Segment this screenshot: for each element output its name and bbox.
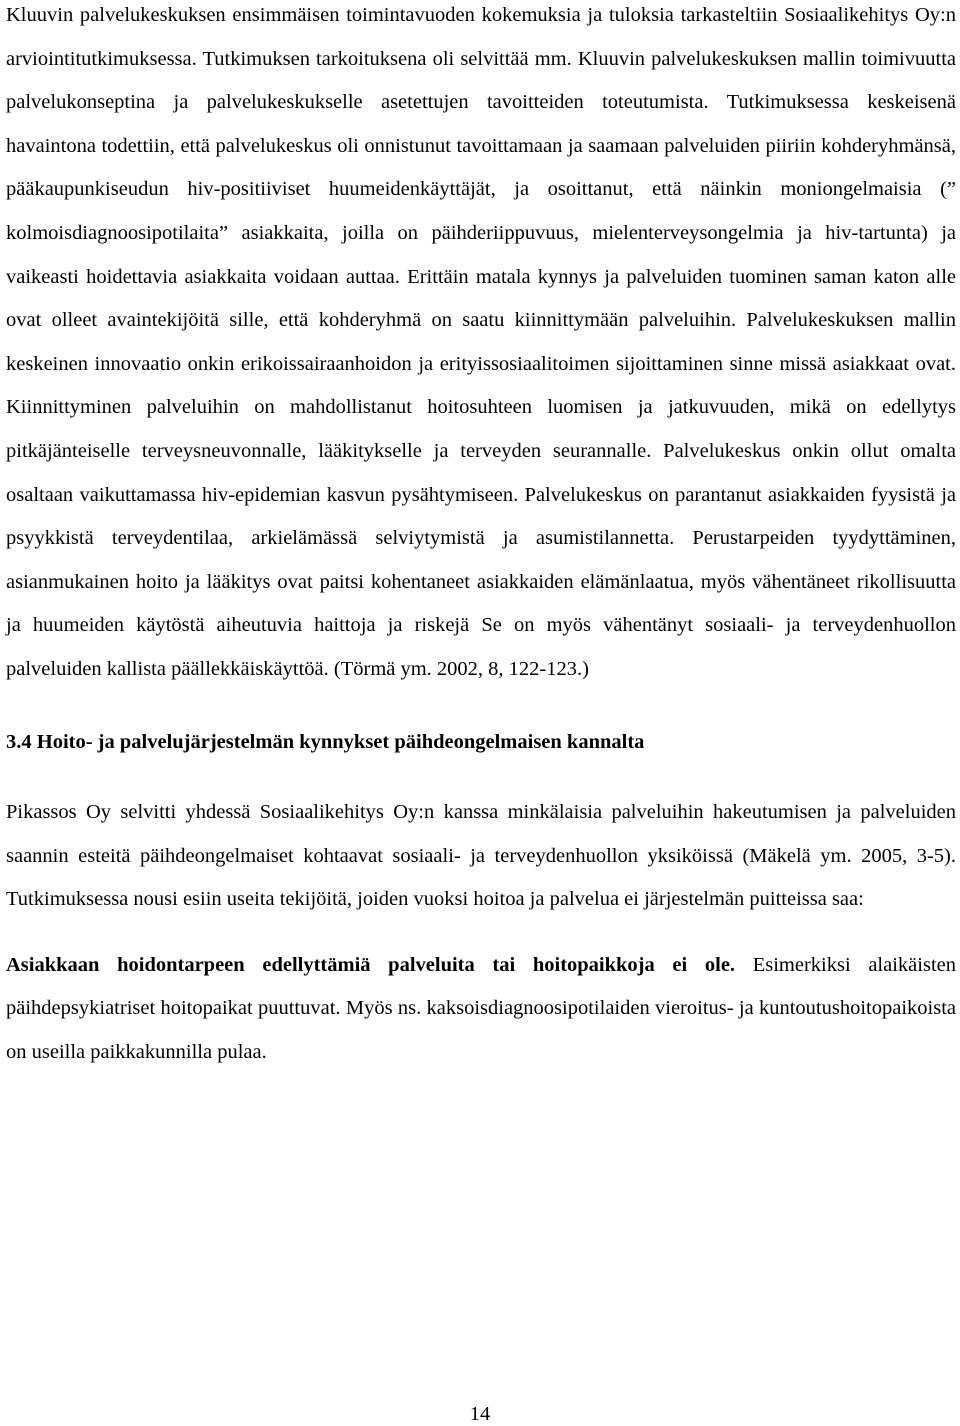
- document-page: [6, 0, 956, 1075]
- body-paragraph-2: Pikassos Oy selvitti yhdessä Sosiaalikehitys Oy:n kanssa minkälaisia palveluihin hakeutumisen ja palveluiden saannin esteitä päihdeongelmaiset kohtaavat sosiaali- ja terveydenhuollon yksiköissä (Mäkelä ym. 2005, 3-5). Tutkimuksessa nousi esiin useita tekijöitä, joiden vuoksi hoitoa ja palvelua ei järjestelmän puitteissa saa:: [6, 801, 956, 911]
- body-paragraph-1: Kluuvin palvelukeskuksen ensimmäisen toimintavuoden kokemuksia ja tuloksia tarkasteltiin Sosiaalikehitys Oy:n arviointitutkimuksessa. Tutkimuksen tarkoituksena oli selvittää mm. Kluuvin palvelukeskuksen mallin toimivuutta palvelukonseptina ja palvelukeskukselle asetettujen tavoitteiden toteutumista. Tutkimuksessa keskeisenä havaintona todettiin, että palvelukeskus oli onnistunut tavoittamaan ja saamaan palveluiden piiriin kohderyhmänsä, pääkaupunkiseudun hiv-positiiviset huumeidenkäyttäjät, ja osoittanut, että näinkin moniongelmaisia (” kolmoisdiagnoosipotilaita” asiakkaita, joilla on päihderiippuvuus, mielenterveysongelmia ja hiv-tartunta) ja vaikeasti hoidettavia asiakkaita voidaan auttaa. Erittäin matala kynnys ja palveluiden tuominen saman katon alle ovat olleet avaintekijöitä sille, että kohderyhmä on saatu kiinnittymään palveluihin. Palvelukeskuksen mallin keskeinen innovaatio onkin erikoissairaanhoidon ja erityissosiaalitoimen sijoittaminen sinne missä asiakkaat ovat. Kiinnittyminen palveluihin on mahdollistanut hoitosuhteen luomisen ja jatkuvuuden, mikä on edellytys pitkäjänteiselle terveysneuvonnalle, lääkitykselle ja terveyden seurannalle. Palvelukeskus onkin ollut omalta osaltaan vaikuttamassa hiv-epidemian kasvun pysähtymiseen. Palvelukeskus on parantanut asiakkaiden fyysistä ja psyykkistä terveydentilaa, arkielämässä selviytymistä ja asumistilannetta. Perustarpeiden tyydyttäminen, asianmukainen hoito ja lääkitys ovat paitsi kohentaneet asiakkaiden elämänlaatua, myös vähentäneet rikollisuutta ja huumeiden käytöstä aiheutuvia haittoja ja riskejä Se on myös vähentänyt sosiaali- ja terveydenhuollon palveluiden kallista päällekkäiskäyttöä. (Törmä ym. 2002, 8, 122-123.): [6, 4, 956, 680]
- emphasized-statement: Asiakkaan hoidontarpeen edellyttämiä palveluita tai hoitopaikkoja ei ole.: [6, 953, 736, 976]
- page-number: 14: [469, 1403, 491, 1425]
- body-paragraph-3: [6, 944, 956, 1075]
- section-heading: 3.4 Hoito- ja palvelujärjestelmän kynnykset päihdeongelmaisen kannalta: [6, 730, 645, 753]
- paragraph-text: Esimerkiksi alaikäisten päihdepsykiatriset hoitopaikat puuttuvat. Myös ns. kaksoisdiagnoosipotilaiden vieroitus- ja kuntoutushoitopaikoista on useilla paikkakunnilla pulaa.: [6, 953, 956, 1064]
